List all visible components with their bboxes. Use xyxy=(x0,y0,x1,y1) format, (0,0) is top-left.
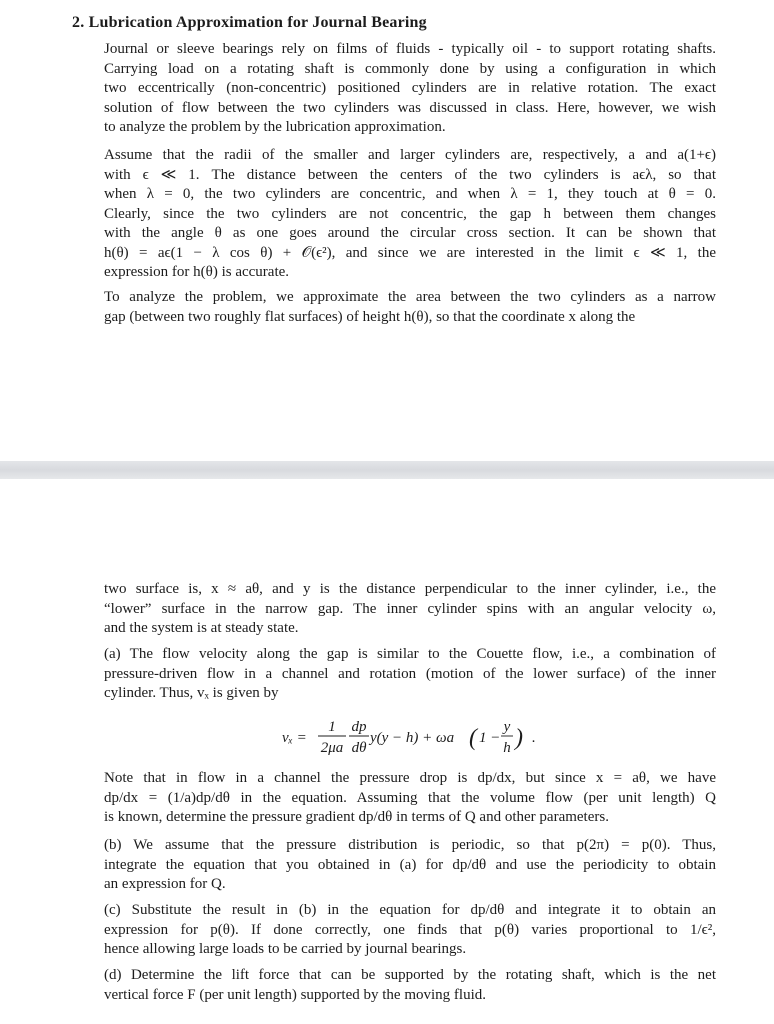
eq-frac2-num: dp xyxy=(351,719,367,735)
text-line: Assume that the radii of the smaller and larger cylinders are, respectively, a and a(1+ϵ) xyxy=(104,147,716,163)
eq-middle: y(y − h) + ωa xyxy=(370,730,455,746)
paragraph-part-c xyxy=(104,901,716,960)
text-line: dp/dx = (1/a)dp/dθ in the equation. Assuming that the volume flow (per unit length) Q xyxy=(104,789,716,806)
paragraph-part-d xyxy=(104,966,716,1005)
text-line: Journal or sleeve bearings rely on films of fluids - typically oil - to support rotating shafts. xyxy=(104,41,716,57)
text-line: Note that in flow in a channel the pressure drop is dp/dx, but since x = aθ, we have xyxy=(104,770,716,786)
eq-frac3-num: y xyxy=(503,719,511,735)
text-line: (d) Determine the lift force that can be supported by the rotating shaft, which is the net xyxy=(104,967,716,983)
text-line: Carrying load on a rotating shaft is commonly done by using a configuration in which xyxy=(104,60,716,77)
paragraph-pressure-gradient xyxy=(104,769,716,828)
eq-frac1-num: 1 xyxy=(328,719,336,735)
text-line: and the system is at steady state. xyxy=(104,620,299,636)
text-line: an expression for Q. xyxy=(104,876,226,892)
paragraph-gap-approximation xyxy=(104,288,716,327)
text-line: vertical force F (per unit length) supported by the moving fluid. xyxy=(104,986,486,1003)
paragraph-part-b xyxy=(104,836,716,895)
eq-lhs: vₓ = xyxy=(282,730,307,746)
text-line: with the angle θ as one goes around the circular cross section. It can be shown that xyxy=(104,225,716,241)
text-line: pressure-driven flow in a channel and rotation (motion of the lower surface) of the inner xyxy=(104,665,716,682)
text-line: cylinder. Thus, vₓ is given by xyxy=(104,685,279,701)
paragraph-assumptions xyxy=(104,146,716,283)
text-line: Clearly, since the two cylinders are not concentric, the gap h between them changes xyxy=(104,205,716,222)
text-line: (a) The flow velocity along the gap is similar to the Couette flow, i.e., a combination of xyxy=(104,646,716,662)
text-line: (c) Substitute the result in (b) in the equation for dp/dθ and integrate it to obtain an xyxy=(104,902,716,918)
text-line: with ϵ ≪ 1. The distance between the centers of the two cylinders is aϵλ, so that xyxy=(104,166,716,183)
text-line: expression for h(θ) is accurate. xyxy=(104,264,290,280)
text-line: hence allowing large loads to be carried by journal bearings. xyxy=(104,941,467,957)
eq-paren-close: ) xyxy=(515,725,523,751)
eq-frac3-den: h xyxy=(503,740,511,756)
text-line: when λ = 0, the two cylinders are concentric, and when λ = 1, they touch at θ = 0. xyxy=(104,186,716,202)
text-line: is known, determine the pressure gradient dp/dθ in terms of Q and other parameters. xyxy=(104,809,609,825)
problem-title: 2. Lubrication Approximation for Journal Bearing xyxy=(72,14,427,31)
eq-one-minus: 1 − xyxy=(479,730,501,746)
text-line: two surface is, x ≈ aθ, and y is the distance perpendicular to the inner cylinder, i.e., the xyxy=(104,581,716,597)
eq-paren-open: ( xyxy=(469,725,477,751)
text-line: (b) We assume that the pressure distribution is periodic, so that p(2π) = p(0). Thus, xyxy=(104,837,716,853)
text-line: “lower” surface in the narrow gap. The inner cylinder spins with an angular velocity ω, xyxy=(104,600,716,617)
eq-frac1-den: 2μa xyxy=(320,740,344,756)
paragraph-coordinates xyxy=(104,580,716,639)
text-line: To analyze the problem, we approximate the area between the two cylinders as a narrow xyxy=(104,289,716,305)
paragraph-part-a xyxy=(104,645,716,704)
text-line: h(θ) = aϵ(1 − λ cos θ) + 𝒪(ϵ²), and since we are interested in the limit ϵ ≪ 1, the xyxy=(104,244,716,261)
eq-period: . xyxy=(532,730,536,746)
text-line: to analyze the problem by the lubrication approximation. xyxy=(104,119,446,135)
text-line: expression for p(θ). If done correctly, one finds that p(θ) varies proportional to 1/ϵ², xyxy=(104,921,716,938)
text-line: solution of flow between the two cylinders was discussed in class. Here, however, we wish xyxy=(104,99,716,116)
paragraph-intro xyxy=(104,40,716,138)
page-separator xyxy=(0,461,774,479)
eq-frac2-den: dθ xyxy=(351,740,367,756)
text-line: two eccentrically (non-concentric) positioned cylinders are in relative rotation. The exact xyxy=(104,80,716,96)
text-line: integrate the equation that you obtained in (a) for dp/dθ and use the periodicity to obtain xyxy=(104,856,716,873)
text-line: gap (between two roughly flat surfaces) of height h(θ), so that the coordinate x along the xyxy=(104,308,636,325)
velocity-equation xyxy=(104,716,716,758)
